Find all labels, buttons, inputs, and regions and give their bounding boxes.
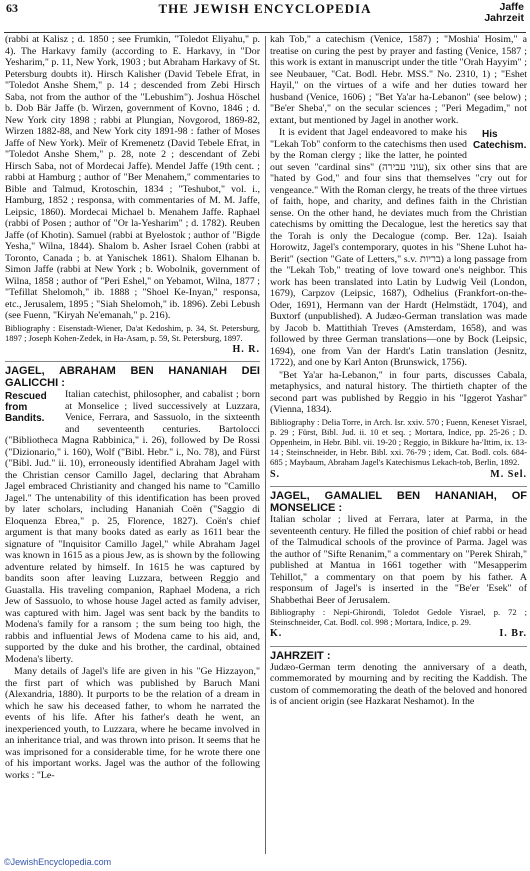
jaffe-signature: H. R.: [232, 343, 260, 355]
bet-yaar-ha-lebanon: "Bet Ya'ar ha-Lebanon," in four parts, discusses Cabala, metaphysics, and natural history. The thirtieth chapter of the second part was published by Reggio in his "Iggerot Yashar" (Vienna, 1834).: [270, 369, 527, 415]
article-heading-jahrzeit: JAHRZEIT :: [270, 646, 527, 662]
gamaliel-jagel-signature: K. I. Br.: [270, 628, 527, 640]
gamaliel-jagel-bibliography: Bibliography : Nepi-Ghirondi, Toledot Gedole Yisrael, p. 72 ; Steinschneider, Cat. Bodl. col. 998 ; Mortara, Indice, p. 29.: [270, 607, 527, 628]
page-header: [4, 0, 526, 33]
catchword-last: Jahrzeit: [484, 12, 524, 24]
abraham-jagel-bibliography: Bibliography : Delia Torre, in Arch. Isr. xxiv. 570 ; Fuenn, Keneset Yisrael, p. 29 ; Fürst, Bibl. Jud. ii. 10 et seq. ; Mortara, Indice, pp. 25-26 ; D. Oppenheim, in Hebr. Bibl. vii. 19-20 ; Reggio, in Bikkure ha-'Ittim, ix. 13-14 ; Steinschneider, in Hebr. Bibl. xxi. 76-79 ; idem, Cat. Bodl. cols. 684-685 ; Maybaum, Abraham Jagel's Katechismus Lekach-tob, Berlin, 1892.: [270, 416, 527, 468]
catchword-first: Jaffe: [499, 1, 524, 13]
abraham-jagel-works: kah Tob," a catechism (Venice, 1587) ; "Moshia' Hosim," a treatise on curing the pest by prayer and fasting (Venice, 1587 ; this work is extant in manuscript under the title "Orah Hayyim" ; see Neubauer, "Cat. Bodl. Hebr. MSS." No. 2310, 1) ; "Eshet Hayil," on the virtues of a wife and her duties toward her husband (Venice, 1606) ; "Bet Ya'ar ha-Lebanon" (see below) ; "Be'er Sheba'," on the secular sciences ; "Peri Megadim," not extant, but mentioned by Jagel in another work.: [270, 34, 527, 126]
journal-title: THE JEWISH ENCYCLOPEDIA: [158, 1, 372, 16]
sidenote-his-catechism: His Catechism.: [473, 129, 527, 151]
jahrzeit-text: Judæo-German term denoting the anniversary of a death, commemorated by mourning and by reciting the Kaddish. The custom of commemorating the death of the beloved and honored is of ancient origin (see Hazkarat Neshamot). In the: [270, 661, 527, 708]
column-divider: [265, 36, 266, 854]
catchwords: [484, 2, 524, 24]
article-heading-gamaliel-jagel: JAGEL, GAMALIEL BEN HANANIAH, OF MONSELICE :: [270, 486, 527, 514]
abraham-jagel-catechism: His Catechism. It is evident that Jagel endeavored to make his "Lekah Tob" conform to the catechisms then used by the Roman clergy ; like the latter, he pointed out seven "cardinal sins" (עוני עבירה), six other sins that are "hated by God," and four sins that themselves "cry out for vengeance." With the Roman clergy, he treats of the three virtues of faith, hope, and charity, and defines faith in the Christian sense. On the other hand, he deviates much from the Christian catechisms by omitting the Decalogue, lest the heretics say that the Torah is only the Decalogue (comp. Ber. 12a). Isaiah Horowitz, Jagel's contemporary, quotes in his "Shene Luhot ha-Berit" (section "Gate of Letters," s.v. בריות) a long passage from the "Lekah Tob," treating of love toward one's neighbor. This work has been translated into Latin by Ludwig Veil (London, 1679), Carpzov (Leipsic, 1687), Odhelius (Frankfort-on-the-Oder, 1691), Hermann van der Hardt (Helmstädt, 1704), and Buxtorf (unpublished). A Judæo-German translation was made by Jacob b. Mattithiah Treves (Amsterdam, 1658), and was followed by three German translations—one by Bock (Leipsic, 1694), one from Van der Hardt's Latin translation (Jesnitz, 1722), and one by Karl Anton (Brunswick, 1756).: [270, 127, 527, 368]
jaffe-bibliography: Bibliography : Eisenstadt-Wiener, Da'at Kedoshim, p. 34, St. Petersburg, 1897 ; Joseph Kohen-Zedek, in Ha-Asam, p. 59, St. Petersburg, 1897.: [5, 322, 260, 343]
copyright-credit: ©JewishEncyclopedia.com: [4, 857, 112, 867]
page-number: 63: [6, 1, 18, 15]
abraham-jagel-life: Many details of Jagel's life are given in his "Ge Hizzayon," the first part of which was published by Baruch Mani (Alexandria, 1880). It purports to be the relation of a dream in which he saw his deceased father, to whom he narrated the events of his life. After his father's death he went, an inexperienced youth, to Luzzara, where he became involved in an inheritance trial, and was thrown into prison. It seems that he was imprisoned for a considerable time, for he wrote there one of his important works. Jagel was the author of the following works : "Le-: [5, 666, 260, 781]
abraham-jagel-intro: Rescued from Bandits. Italian catechist, philosopher, and cabalist ; born at Monselice ; lived successively at Luzzara, Venice, Ferrara, and Sassuolo, in the sixteenth and seventeenth centuries. Bartolocci ("Bibliotheca Magna Rabbinica," i. 26), followed by De Rossi ("Dizionario," i. 160), Wolf ("Bibl. Hebr." i., No. 78), and Fürst ("Bibl. Jud." ii. 10), erroneously identified Abraham Jagel with the Christian censor Camillo Jagel, declaring that Abraham Jagel embraced Christianity and changed his name to "Camillo Jagel." The untenability of this identification has been proved by later scholars, including Hananiah Coën ("Saggio di Eloquenza Ebrea," p. 25, Florence, 1827). Coën's chief argument is that many books dated as early as 1611 bear the signature of "Inquisitor Camillo Jagel," while Abraham Jagel was known in 1615 as a pious Jew, as is shown by the following adventure related by himself. In 1615 he was captured by bandits soon after leaving Luzzara, between Reggio and Guastalla. His traveling companion, Raphael Modena, a rich Jew of Sassuolo, to whose house Jagel acted as family adviser, was captured with him. Jagel was sent back by the bandits to Modena's family for a ransom ; the sum being too high, the rabbis and influential Jews of Modena came to his aid, and, supported by the duke and his brother, the cardinal, obtained Modena's liberty.: [5, 389, 260, 665]
right-column: [270, 34, 527, 709]
article-heading-abraham-jagel: JAGEL, ABRAHAM BEN HANANIAH DEI GALICCHI :: [5, 361, 260, 389]
jaffe-family-continuation: (rabbi at Kalisz ; d. 1850 ; see Frumkin, "Toledot Eliyahu," p. 4). The Harkavy family (according to E. Harkavy, in "Dor Yesharim," p. 11, New York, 1903 ; but Abraham Harkavy of St. Petersburg doubts it). Hirsch Kalisher (David Tebele Efrat, in "Toledot Anshe Shem," p. 14 ; descended from Zebi Hirsch Saba, not from the author of the "Lebushim"). Joshua Höschel b. Dob Bär Jaffe (b. Wirzen, government of Kovno, 1846 ; d. New York city 1898 ; rabbi at Plungian, Novgorod, 1869-82, Wirzen 1882-88, and New York city 1891-98 : father of Moses Jaffe of New York). Meïr of Kremenetz (David Tebele Efrat, in "Toledot Anshe Shem," p. 28, note 2 ; descendant of Zebi Hirsch Saba, not of Mordecai Jaffe). Mendel Jaffe (19th cent. ; rabbi at Hamburg ; author of "Ber Menahem," commentaries to Bible and Talmud, Krotoschin, 1834 ; "Teshubot," vol. i., Hamburg, 1852 ; responsa, with commentaries of M. M. Jaffe, Leipsic, 1860). Mordecai Michael b. Menahem Jaffe. Raphael (rabbi of Posen ; author of "Or la-Yesharim" ; d. 1782). Reuben Jaffe (of Khotin). Samuel (rabbi at Byelostok ; author of "Bigde Yesha," Wilna, 1844). Shalom b. Asher Israel Cohen (rabbi at Toronto, Canada ; b. at Yanischek 1861). Shalom Elhanan b. Simon Jaffe (rabbi at New York ; b. Wobolnik, government of Wilna, 1858 ; author of "Peri Eshel," on Yebamot, Wilna, 1877 ; "Tefillat Shelomoh," ib. 1888 ; "Shoel Ke-Inyan," responsa, etc., Jerusalem, 1895 ; "Siah Shelomoh," ib. 1896). Zebi Lebush (see Fuenn, "Kiryah Ne'emanah," p. 216).: [5, 34, 260, 321]
left-column: [5, 34, 260, 782]
abraham-jagel-signature: S. M. Sel.: [270, 468, 527, 480]
sidenote-rescued-from-bandits: Rescued from Bandits.: [5, 391, 47, 425]
gamaliel-jagel-text: Italian scholar ; lived at Ferrara, later at Parma, in the seventeenth century. He filled the position of chief rabbi or head of the Talmudical schools of the province of Parma. Jagel was the author of "Sifte Renanim," a commentary on "Perek Shirah," published at Mantua in 1661 together with "Mesapperim Tehillot," a commentary on that poem by his father. A responsum of Jagel's is inserted in the "Be'er 'Esek" of Shabbethai Beer of Jerusalem.: [270, 514, 527, 606]
